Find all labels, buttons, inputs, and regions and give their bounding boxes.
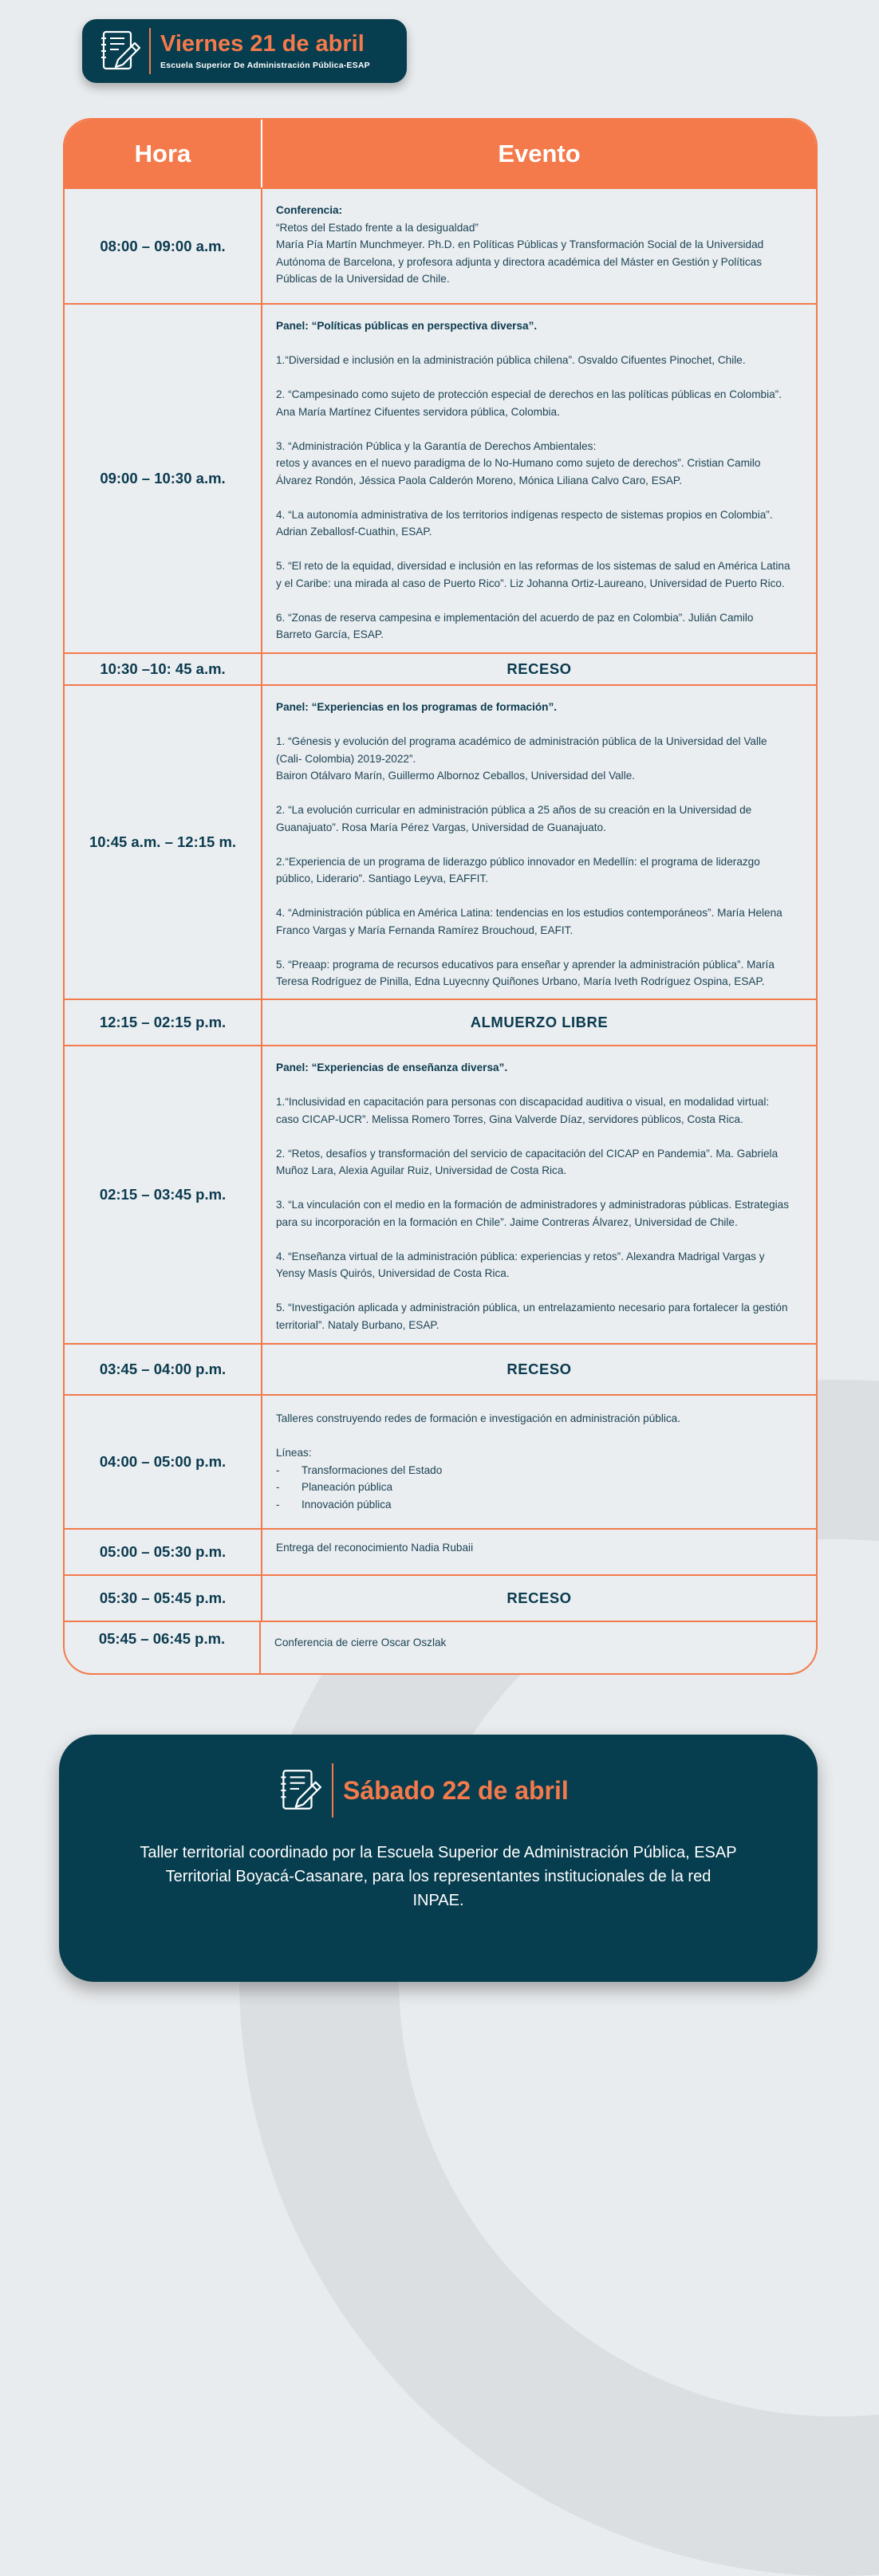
event-speaker: María Pía Martín Munchmeyer. Ph.D. en Políticas Públicas y Transformación Social de la Universidad Autónoma de Barcelona, y profesora adjunta y directora académica del Máster en Gestión y Políticas Públicas de la Universidad de Chile.	[276, 238, 764, 285]
linea-text: Transformaciones del Estado	[302, 1463, 443, 1476]
panel-item: 4. “La autonomía administrativa de los territorios indígenas respecto de sistemas propios en Colombia”. Adrian Zeballosf-Cuathin, ESAP.	[276, 508, 773, 538]
break-label: RECESO	[507, 1589, 572, 1607]
schedule-row-0900	[65, 303, 816, 652]
panel-item-line: retos y avances en el nuevo paradigma de lo No-Humano como sujeto de derechos”. Cristian Camilo Álvarez Rondón, Jéssica Paola Calderón Moreno, Mónica Liliana Calvo Caro, ESAP.	[276, 457, 761, 486]
schedule-header	[65, 120, 816, 187]
schedule-row-0400	[65, 1394, 816, 1528]
row-time: 02:15 – 03:45 p.m.	[65, 1046, 262, 1343]
panel-title: Panel: “Experiencias en los programas de formación”.	[276, 701, 558, 713]
row-event	[262, 1046, 816, 1343]
panel-item-line: 3. “Administración Pública y la Garantía de Derechos Ambientales:	[276, 439, 597, 452]
schedule-row-0545	[65, 1621, 816, 1673]
row-time: 09:00 – 10:30 a.m.	[65, 305, 262, 652]
lineas-label: Líneas:	[276, 1447, 312, 1459]
schedule-row-0800	[65, 187, 816, 303]
agenda-notebook-icon	[274, 1766, 324, 1815]
row-time: 10:30 –10: 45 a.m.	[65, 654, 262, 684]
panel-item: 6. “Zonas de reserva campesina e implementación del acuerdo de paz en Colombia”. Julián Camilo Barreto García, ESAP.	[276, 611, 754, 640]
linea-item	[276, 1496, 790, 1514]
friday-title: Viernes 21 de abril	[160, 30, 365, 57]
row-event	[262, 189, 816, 303]
lunch-label: ALMUERZO LIBRE	[470, 1014, 609, 1031]
row-time: 05:45 – 06:45 p.m.	[65, 1622, 261, 1673]
friday-date-badge	[82, 19, 407, 83]
row-event: Conferencia de cierre Oscar Oszlak	[274, 1637, 447, 1648]
panel-item: 3. “La vinculación con el medio en la formación de administradores y administradoras públicas. Estrategias para su incorporación en la formación en Chile”. Jaime Contreras Álvarez, Universidad de Chile.	[276, 1199, 790, 1228]
saturday-header	[274, 1763, 569, 1818]
event-subtitle: “Retos del Estado frente a la desigualdad”	[276, 221, 479, 234]
row-time: 05:00 – 05:30 p.m.	[65, 1530, 262, 1574]
row-time: 05:30 – 05:45 p.m.	[65, 1576, 262, 1621]
schedule-row-receso-3	[65, 1574, 816, 1621]
schedule-row-0500	[65, 1528, 816, 1574]
row-time: 08:00 – 09:00 a.m.	[65, 189, 262, 303]
row-time: 12:15 – 02:15 p.m.	[65, 1000, 262, 1045]
list-dash: -	[276, 1498, 280, 1511]
panel-item-line: Bairon Otálvaro Marín, Guillermo Albornoz Ceballos, Universidad del Valle.	[276, 770, 636, 782]
row-time: 04:00 – 05:00 p.m.	[65, 1396, 262, 1528]
panel-item: 5. “El reto de la equidad, diversidad e inclusión en las reformas de los sistemas de salud en América Latina y el Caribe: una mirada al caso de Puerto Rico”. Liz Johanna Ortiz-Laureano, Universidad de Puerto Rico.	[276, 560, 790, 589]
break-label: RECESO	[507, 660, 572, 678]
row-event	[262, 686, 816, 998]
saturday-title: Sábado 22 de abril	[343, 1775, 569, 1805]
row-event	[262, 1396, 816, 1528]
linea-text: Planeación pública	[302, 1481, 393, 1493]
schedule-row-receso-1	[65, 652, 816, 684]
schedule-row-1045	[65, 684, 816, 998]
saturday-description: Taller territorial coordinado por la Escuela Superior de Administración Pública, ESAP Territorial Boyacá-Casanare, para los representantes institucionales de la red INPAE.	[140, 1844, 737, 1909]
panel-item: 2. “La evolución curricular en administración pública a 25 años de su creación en la Universidad de Guanajuato”. Rosa María Pérez Vargas, Universidad de Guanajuato.	[276, 804, 752, 833]
panel-item: 4. “Administración pública en América Latina: tendencias en los estudios contemporáneos”. María Helena Franco Vargas y María Fernanda Ramírez Brouchoud, EAFIT.	[276, 907, 782, 936]
linea-item	[276, 1462, 790, 1479]
panel-item: 2. “Retos, desafíos y transformación del servicio de capacitación del CICAP en Pandemia”. Ma. Gabriela Muñoz Lara, Alexia Aguilar Ruiz, Universidad de Costa Rica.	[276, 1147, 778, 1176]
schedule-row-almuerzo	[65, 998, 816, 1045]
schedule-table	[63, 118, 818, 1675]
list-dash: -	[276, 1481, 280, 1493]
panel-item: 2.“Experiencia de un programa de liderazgo público innovador en Medellín: el programa de liderazgo público, Liderario”. Santiago Leyva, EAFFIT.	[276, 855, 760, 884]
row-time: 03:45 – 04:00 p.m.	[65, 1345, 262, 1394]
panel-item	[276, 733, 790, 785]
row-time: 10:45 a.m. – 12:15 m.	[65, 686, 262, 998]
saturday-divider	[332, 1763, 333, 1818]
break-label: RECESO	[507, 1361, 572, 1378]
agenda-notebook-icon	[95, 27, 143, 75]
event-title: Conferencia:	[276, 204, 343, 216]
badge-divider	[149, 28, 151, 74]
schedule-row-receso-2	[65, 1343, 816, 1394]
schedule-row-0215	[65, 1045, 816, 1343]
panel-title: Panel: “Experiencias de enseñanza diversa”.	[276, 1062, 508, 1073]
panel-item	[276, 438, 790, 490]
panel-item: 2. “Campesinado como sujeto de protección especial de derechos en las políticas públicas en Colombia”. Ana María Martínez Cifuentes servidora pública, Colombia.	[276, 388, 782, 418]
header-evento: Evento	[498, 139, 581, 167]
linea-text: Innovación pública	[302, 1498, 392, 1511]
panel-item: 1.“Diversidad e inclusión en la administración pública chilena”. Osvaldo Cifuentes Pinochet, Chile.	[276, 354, 746, 366]
panel-item: 4. “Enseñanza virtual de la administración pública: experiencias y retos”. Alexandra Madrigal Vargas y Yensy Masís Quirós, Universidad de Costa Rica.	[276, 1250, 765, 1279]
panel-item: 5. “Investigación aplicada y administración pública, un entrelazamiento necesario para fortalecer la gestión territorial”. Nataly Burbano, ESAP.	[276, 1302, 788, 1331]
panel-item: 5. “Preaap: programa de recursos educativos para enseñar y aprender la administración pública”. María Teresa Rodríguez de Pinilla, Edna Luyecnny Quiñones Urbano, María Iveth Rodríguez Ospina, ESAP.	[276, 958, 775, 987]
list-dash: -	[276, 1463, 280, 1476]
panel-item-line: 1. “Génesis y evolución del programa académico de administración pública de la Universidad del Valle (Cali- Colombia) 2019-2022”.	[276, 735, 767, 765]
row-event: Entrega del reconocimiento Nadia Rubaii	[276, 1542, 474, 1554]
workshop-intro: Talleres construyendo redes de formación e investigación en administración pública.	[276, 1412, 681, 1424]
saturday-card	[59, 1735, 818, 1982]
linea-item	[276, 1479, 790, 1496]
panel-title: Panel: “Políticas públicas en perspectiva diversa”.	[276, 320, 538, 332]
header-hora: Hora	[65, 120, 262, 187]
panel-item: 1.“Inclusividad en capacitación para personas con discapacidad auditiva o visual, en modalidad virtual: caso CICAP-UCR”. Melissa Romero Torres, Gina Valverde Díaz, servidores públicos, Costa Rica.	[276, 1096, 770, 1125]
row-event	[262, 305, 816, 652]
friday-subtitle: Escuela Superior De Administración Pública-ESAP	[160, 61, 370, 71]
